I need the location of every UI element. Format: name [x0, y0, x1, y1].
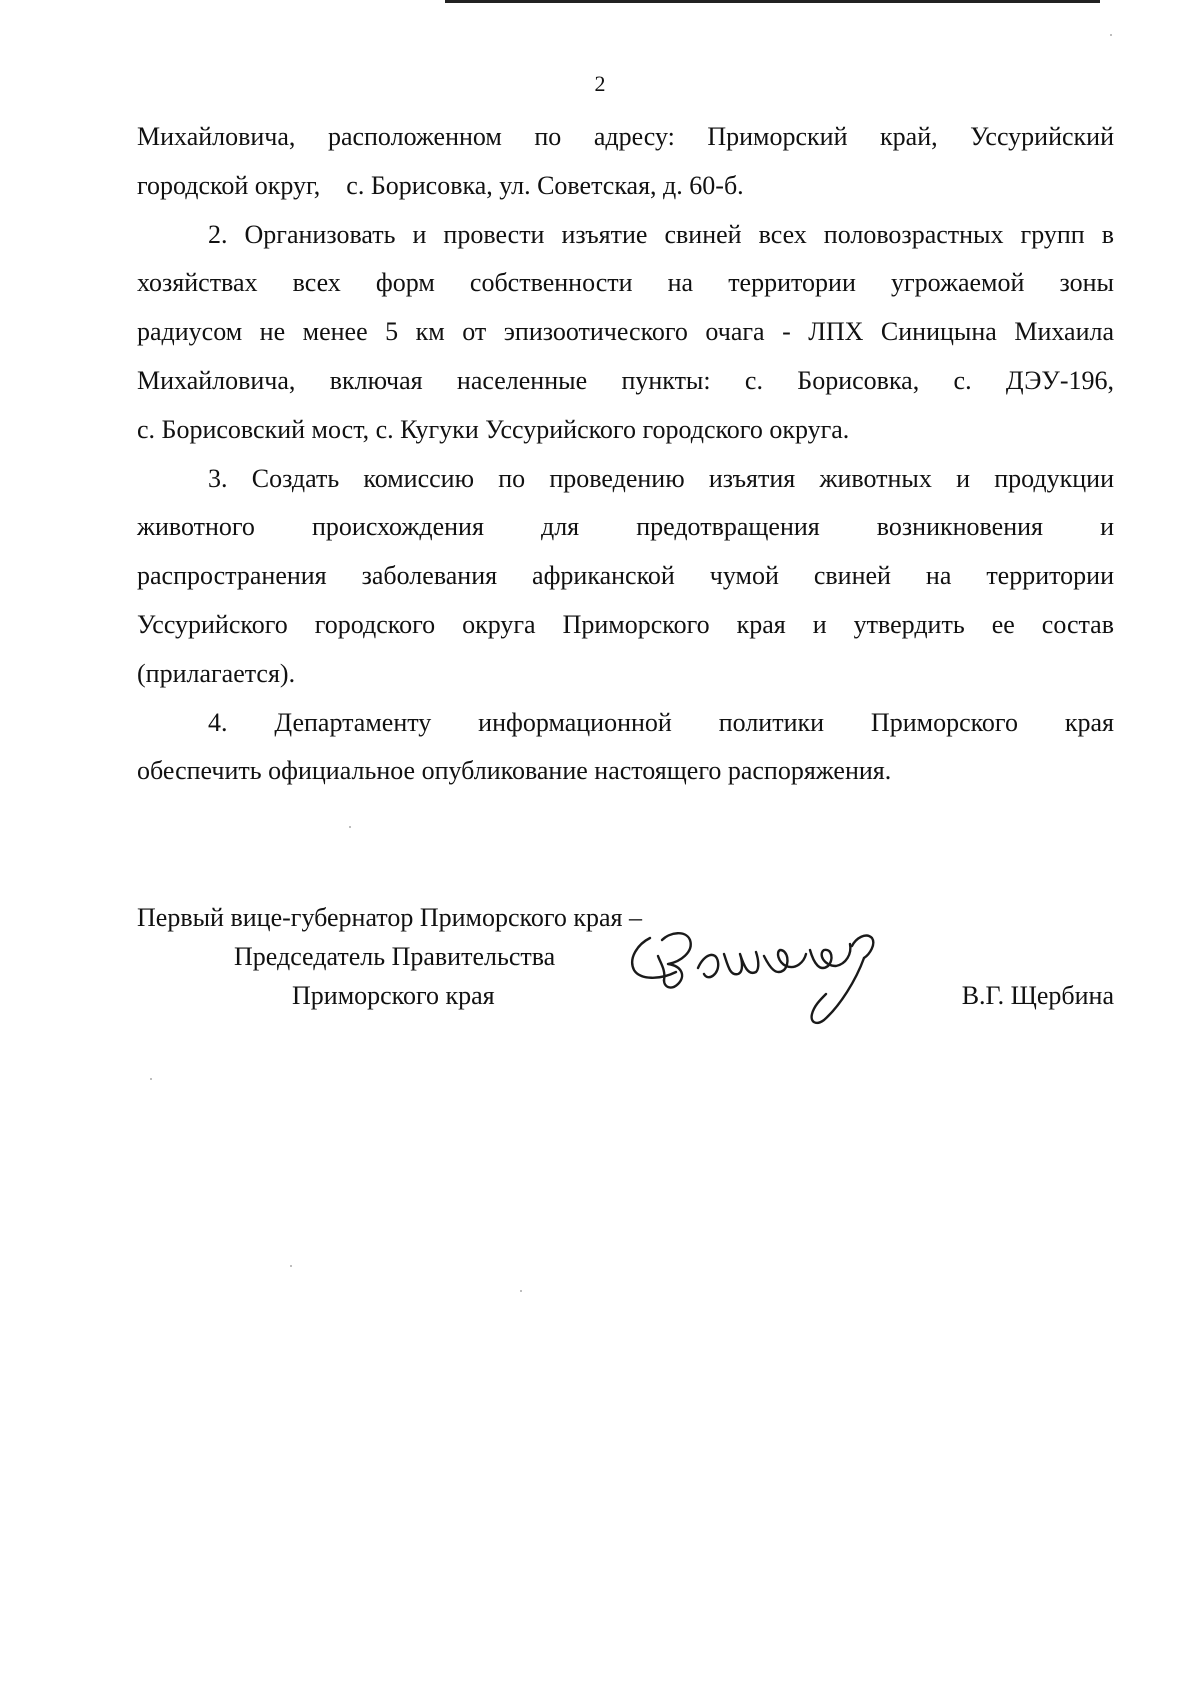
- handwritten-signature: [620, 910, 890, 1035]
- paragraph-4: [137, 699, 1114, 797]
- text-line: городской округ, с. Борисовка, ул. Советская, д. 60-б.: [137, 170, 744, 200]
- text-line: 3. Создать комиссию по проведению изъятия животных и продукции: [208, 463, 1114, 493]
- document-body: [137, 113, 1114, 796]
- text-line: Уссурийского городского округа Приморского края и утвердить ее состав: [137, 609, 1114, 639]
- signatory-name: В.Г. Щербина: [961, 981, 1114, 1010]
- text-line: 2. Организовать и провести изъятие свиней всех половозрастных групп в: [208, 219, 1114, 249]
- text-line: с. Борисовский мост, с. Кугуки Уссурийского городского округа.: [137, 414, 850, 444]
- page-number: 2: [594, 71, 606, 96]
- text-line: Михайловича, расположенном по адресу: Приморский край, Уссурийский: [137, 122, 1114, 151]
- top-rule: [445, 0, 1100, 3]
- paragraph-1: [137, 113, 1114, 211]
- signatory-title-line-1: Первый вице-губернатор Приморского края –: [137, 903, 642, 932]
- text-line: хозяйствах всех форм собственности на территории угрожаемой зоны: [137, 268, 1114, 298]
- paragraph-3: [137, 455, 1114, 699]
- text-line: обеспечить официальное опубликование настоящего распоряжения.: [137, 756, 892, 786]
- signatory-title-line-2: Председатель Правительства: [234, 942, 556, 971]
- text-line: радиусом не менее 5 км от эпизоотического очага - ЛПХ Синицына Михаила: [137, 317, 1114, 347]
- text-line: распространения заболевания африканской чумой свиней на территории: [137, 561, 1114, 591]
- text-line: 4. Департаменту информационной политики Приморского края: [208, 707, 1114, 737]
- signatory-title-line-3: Приморского края: [292, 981, 495, 1010]
- text-line: (прилагается).: [137, 658, 296, 688]
- text-line: Михайловича, включая населенные пункты: с. Борисовка, с. ДЭУ-196,: [137, 365, 1114, 395]
- text-line: животного происхождения для предотвращения возникновения и: [137, 512, 1114, 542]
- paragraph-2: [137, 211, 1114, 455]
